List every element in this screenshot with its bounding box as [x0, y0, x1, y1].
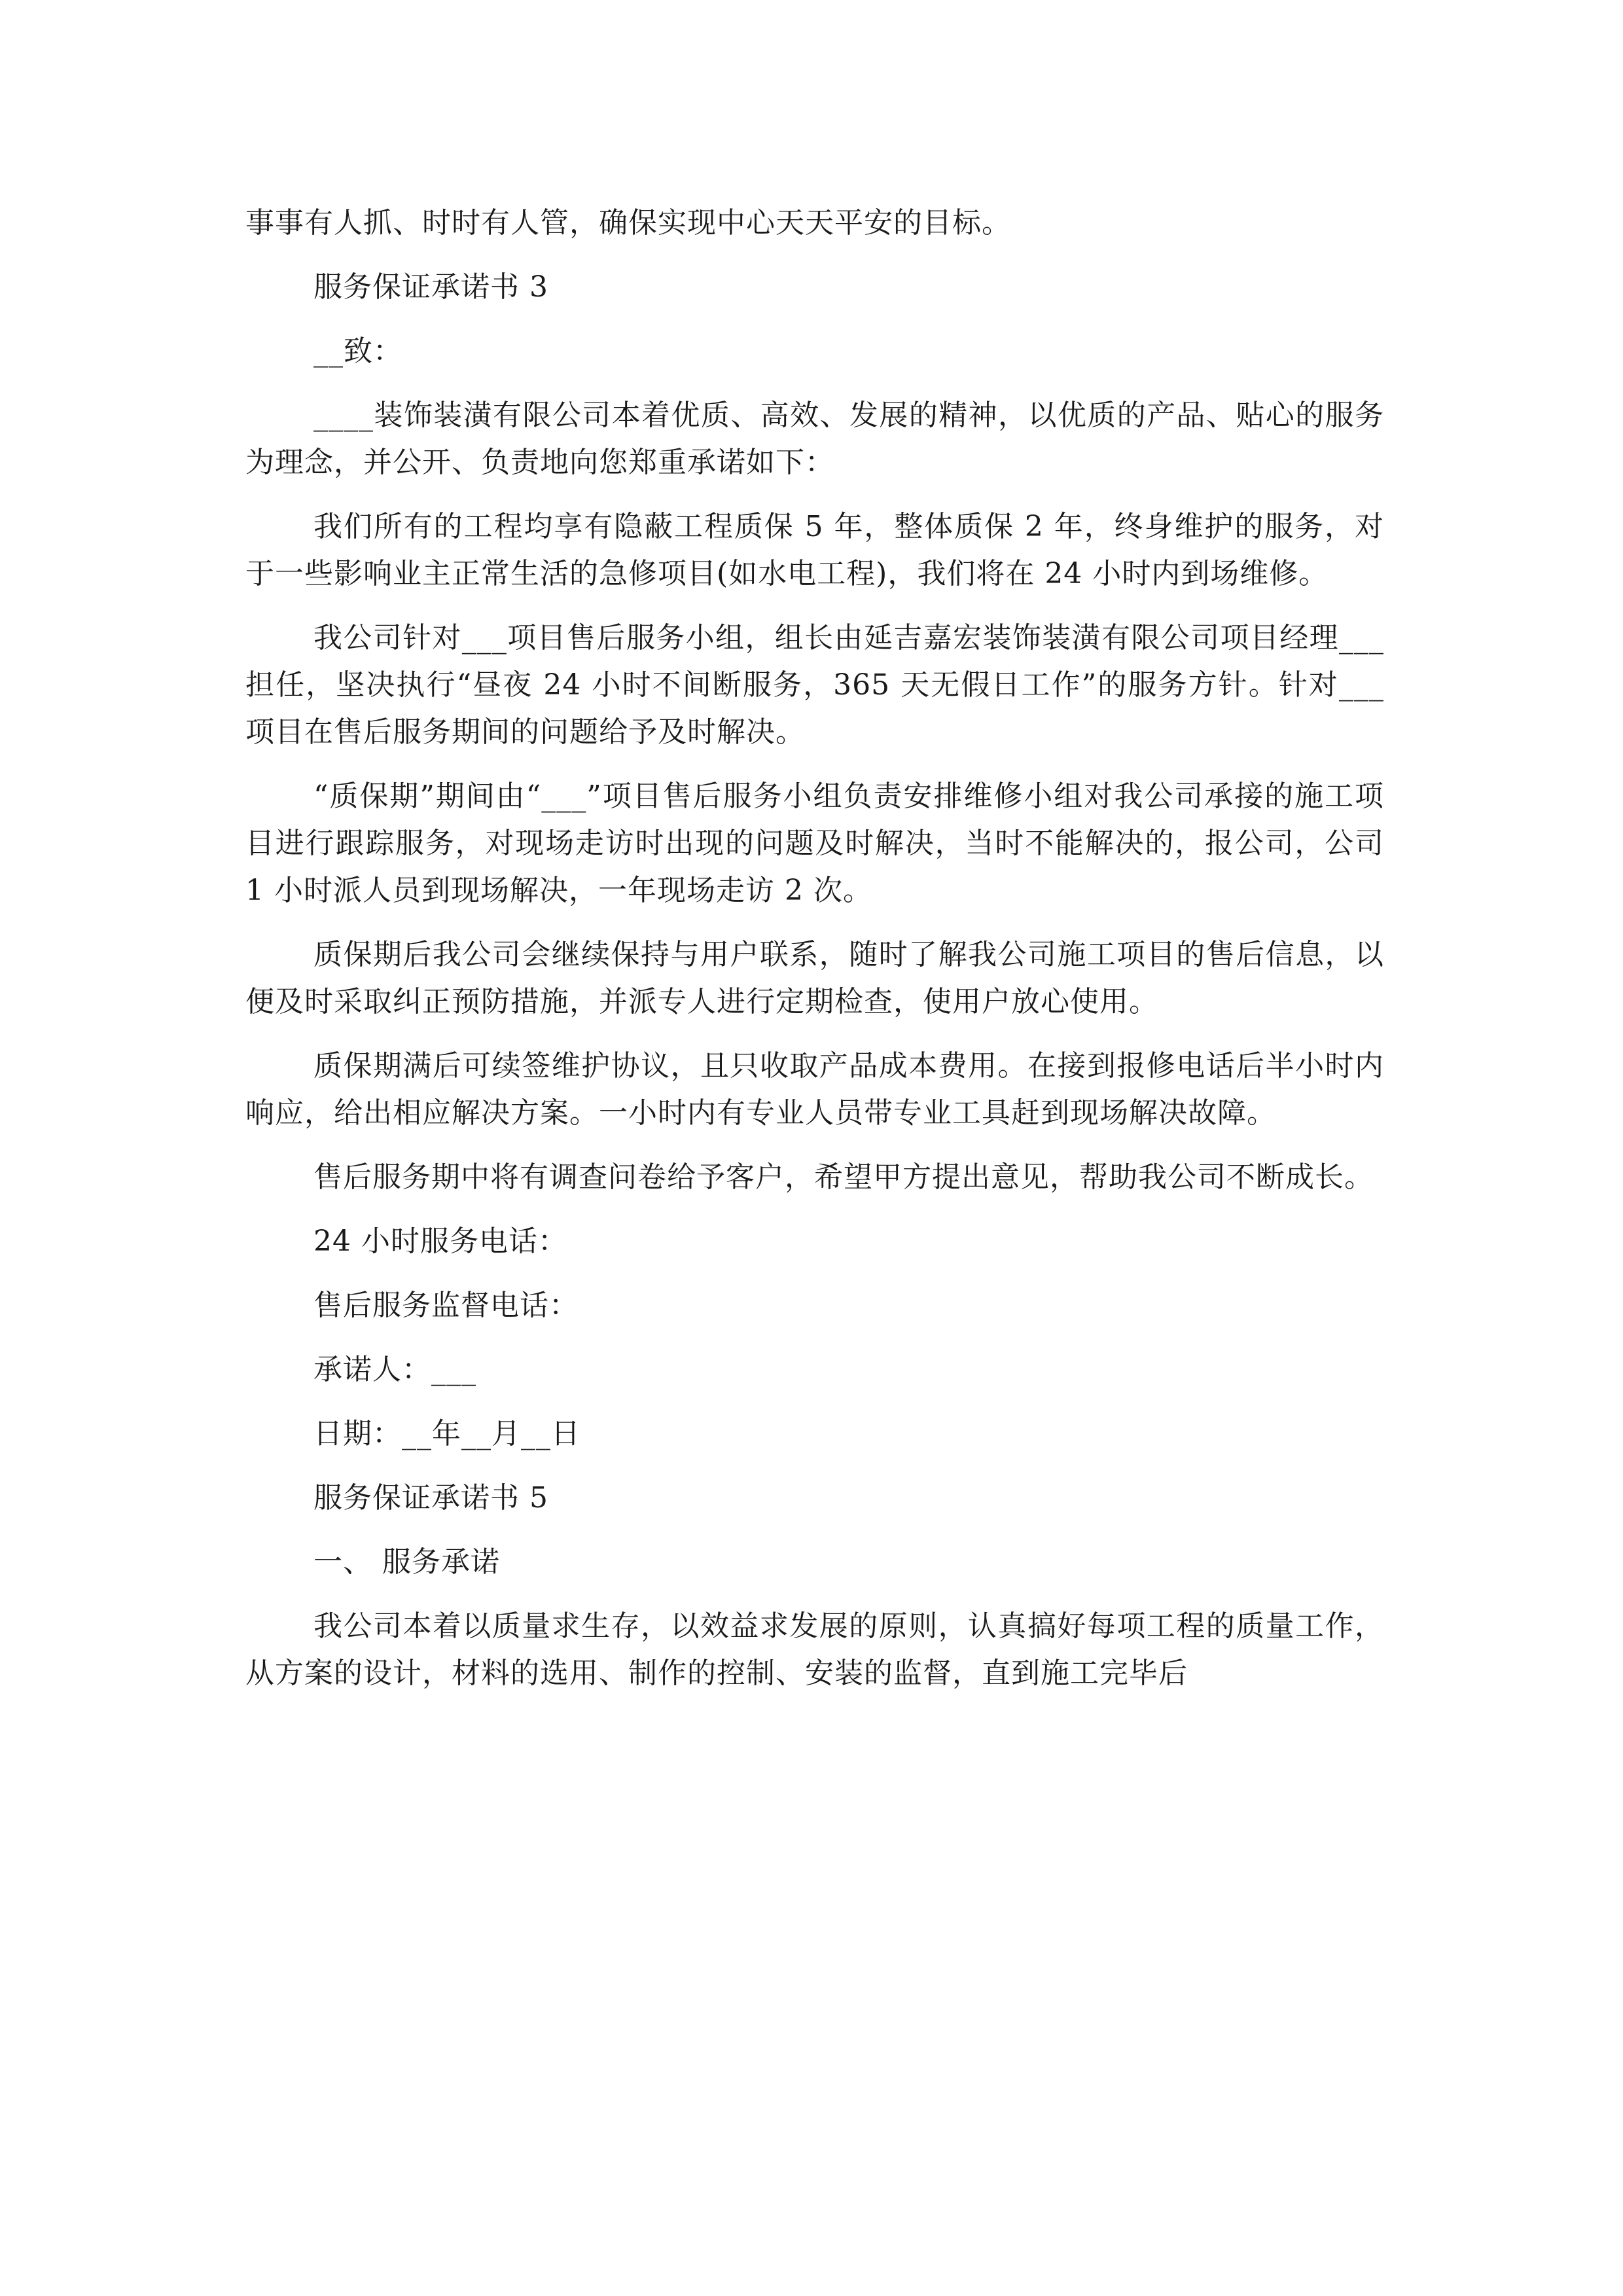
- paragraph: “质保期”期间由“___”项目售后服务小组负责安排维修小组对我公司承接的施工项目进行跟踪服务，对现场走访时出现的问题及时解决，当时不能解决的，报公司，公司 1 小时派人员到现场解决，一年现场走访 2 次。: [245, 780, 1384, 907]
- paragraph: ____装饰装潢有限公司本着优质、高效、发展的精神，以优质的产品、贴心的服务为理念，并公开、负责地向您郑重承诺如下：: [245, 399, 1384, 479]
- section-heading: 服务保证承诺书 5: [313, 1481, 548, 1515]
- paragraph-continuation: 事事有人抓、时时有人管，确保实现中心天天平安的目标。: [245, 206, 1011, 240]
- document-body: [245, 200, 1384, 1697]
- promisor-line: 承诺人：___: [313, 1353, 476, 1386]
- paragraph: 我公司本着以质量求生存，以效益求发展的原则，认真搞好每项工程的质量工作，从方案的设计，材料的选用、制作的控制、安装的监督，直到施工完毕后: [245, 1609, 1384, 1690]
- service-phone-line: 24 小时服务电话：: [313, 1225, 567, 1258]
- paragraph: 质保期后我公司会继续保持与用户联系，随时了解我公司施工项目的售后信息，以便及时采取纠正预防措施，并派专人进行定期检查，使用户放心使用。: [245, 938, 1384, 1018]
- paragraph: 售后服务期中将有调查问卷给予客户，希望甲方提出意见，帮助我公司不断成长。: [313, 1160, 1374, 1194]
- paragraph: 我们所有的工程均享有隐蔽工程质保 5 年，整体质保 2 年，终身维护的服务，对于一些影响业主正常生活的急修项目(如水电工程)，我们将在 24 小时内到场维修。: [245, 510, 1384, 590]
- date-line: 日期：__年__月__日: [313, 1417, 580, 1450]
- paragraph: 我公司针对___项目售后服务小组，组长由延吉嘉宏装饰装潢有限公司项目经理___担任，坚决执行“昼夜 24 小时不间断服务，365 天无假日工作”的服务方针。针对___项目在售后服务期间的问题给予及时解决。: [245, 621, 1384, 749]
- subsection-heading: 一、 服务承诺: [313, 1545, 500, 1579]
- addressee-line: __致：: [313, 334, 402, 368]
- supervision-phone-line: 售后服务监督电话：: [313, 1289, 579, 1322]
- paragraph: 质保期满后可续签维护协议，且只收取产品成本费用。在接到报修电话后半小时内响应，给出相应解决方案。一小时内有专业人员带专业工具赶到现场解决故障。: [245, 1049, 1384, 1130]
- section-heading: 服务保证承诺书 3: [313, 270, 548, 304]
